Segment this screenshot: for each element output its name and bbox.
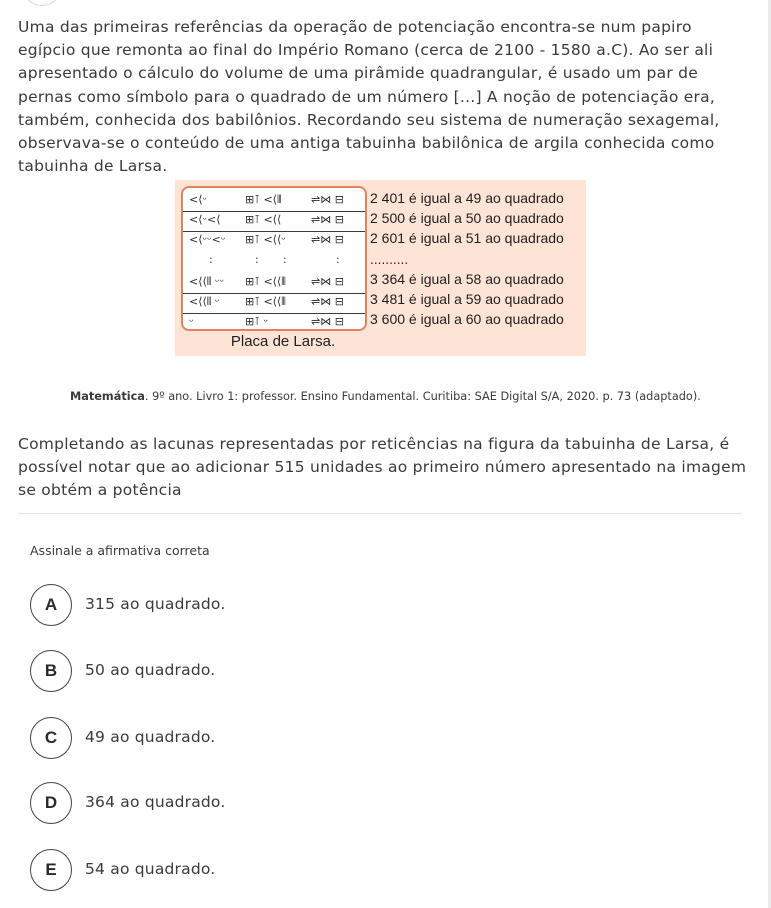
translation-line: 2 500 é igual a 50 ao quadrado <box>370 210 564 226</box>
cuneiform-number: <⟨ᵕᵕ<ᵕ <box>189 233 226 246</box>
option-letter-circle[interactable]: E <box>30 849 72 891</box>
cuneiform-row <box>183 212 369 232</box>
divider <box>18 513 742 514</box>
figure-caption: Placa de Larsa. <box>230 333 336 350</box>
ellipsis-mark: : <box>336 253 340 266</box>
translation-line: 3 364 é igual a 58 ao quadrado <box>370 271 564 287</box>
cuneiform-ellipsis-row <box>183 252 369 272</box>
option-letter-circle[interactable]: D <box>30 782 72 824</box>
cuneiform-number: <⟨⟨⫴ ᵕ <box>189 295 220 308</box>
option-text[interactable]: 364 ao quadrado. <box>85 793 226 811</box>
option-text[interactable]: 315 ao quadrado. <box>85 595 226 613</box>
cuneiform-number: <⟨ᵕ <box>189 193 208 206</box>
cuneiform-equal: ⇌⋈ ⊟ <box>311 213 344 226</box>
option-text[interactable]: 50 ao quadrado. <box>85 661 216 679</box>
cuneiform-number: <⟨⟨⫴ ᵕᵕ <box>189 275 225 288</box>
cuneiform-row <box>183 274 369 294</box>
citation <box>70 389 701 405</box>
cuneiform-equal: ⇌⋈ ⊟ <box>311 233 344 246</box>
ellipsis-mark: : <box>255 253 259 266</box>
cuneiform-row <box>183 232 369 252</box>
cuneiform-row <box>183 192 369 212</box>
translation-line: 2 601 é igual a 51 ao quadrado <box>370 230 564 246</box>
translation-line: 2 401 é igual a 49 ao quadrado <box>370 190 564 206</box>
cuneiform-root: ⊞⊺ <⟨⟨⫴ <box>245 295 286 308</box>
option-text[interactable]: 49 ao quadrado. <box>85 728 216 746</box>
top-circle-decoration <box>22 0 62 6</box>
cuneiform-number: ᵕ <box>189 315 194 328</box>
cuneiform-equal: ⇌⋈ ⊟ <box>311 295 344 308</box>
cuneiform-equal: ⇌⋈ ⊟ <box>311 315 344 328</box>
option-text[interactable]: 54 ao quadrado. <box>85 860 216 878</box>
cuneiform-root: ⊞⊺ ᵕ <box>245 315 268 328</box>
citation-details: . 9º ano. Livro 1: professor. Ensino Fundamental. Curitiba: SAE Digital S/A, 2020. p. 73 (adaptado). <box>144 390 701 403</box>
citation-source: Matemática <box>70 390 145 403</box>
cuneiform-tablet <box>181 186 367 331</box>
cuneiform-root: ⊞⊺ <⟨⟨⫴ <box>245 275 286 288</box>
cuneiform-row <box>183 314 369 334</box>
cuneiform-row <box>183 294 369 314</box>
option-letter-circle[interactable]: B <box>30 650 72 692</box>
cuneiform-equal: ⇌⋈ ⊟ <box>311 275 344 288</box>
instruction-text: Assinale a afirmativa correta <box>30 543 210 558</box>
option-letter-circle[interactable]: A <box>30 584 72 626</box>
cuneiform-root: ⊞⊺ <⟨⟨ᵕ <box>245 233 286 246</box>
intro-paragraph: Uma das primeiras referências da operação de potenciação encontra-se num papiro egípcio que remonta ao final do Império Romano (cerca de 2100 - 1580 a.C). Ao ser ali apresentado o cálculo do volume de uma pirâmide quadrangular, é usado um par de pernas como símbolo para o quadrado de um número [...] A noção de potenciação era, também, conhecida dos babilônios. Recordando seu sistema de numeração sexagemal, observava-se o conteúdo de uma antiga tabuinha babilônica de argila conhecida como tabuinha de Larsa. <box>18 18 720 176</box>
ellipsis-mark: : <box>283 253 287 266</box>
question-text: Completando as lacunas representadas por reticências na figura da tabuinha de Larsa, é possível notar que ao adicionar 515 unidades ao primeiro número apresentado na imagem se obtém a potência <box>18 435 747 500</box>
option-letter-circle[interactable]: C <box>30 717 72 759</box>
ellipsis-mark: : <box>209 253 213 266</box>
translation-line: 3 600 é igual a 60 ao quadrado <box>370 311 564 327</box>
ellipsis-dots: .......... <box>370 253 409 267</box>
translation-line: 3 481 é igual a 59 ao quadrado <box>370 291 564 307</box>
larsa-tablet-figure <box>175 180 586 356</box>
cuneiform-number: <⟨ᵕ<⟨ <box>189 213 221 226</box>
cuneiform-root: ⊞⊺ <⟨⟨ <box>245 213 282 226</box>
cuneiform-root: ⊞⊺ <⟨⫴ <box>245 193 282 206</box>
cuneiform-equal: ⇌⋈ ⊟ <box>311 193 344 206</box>
